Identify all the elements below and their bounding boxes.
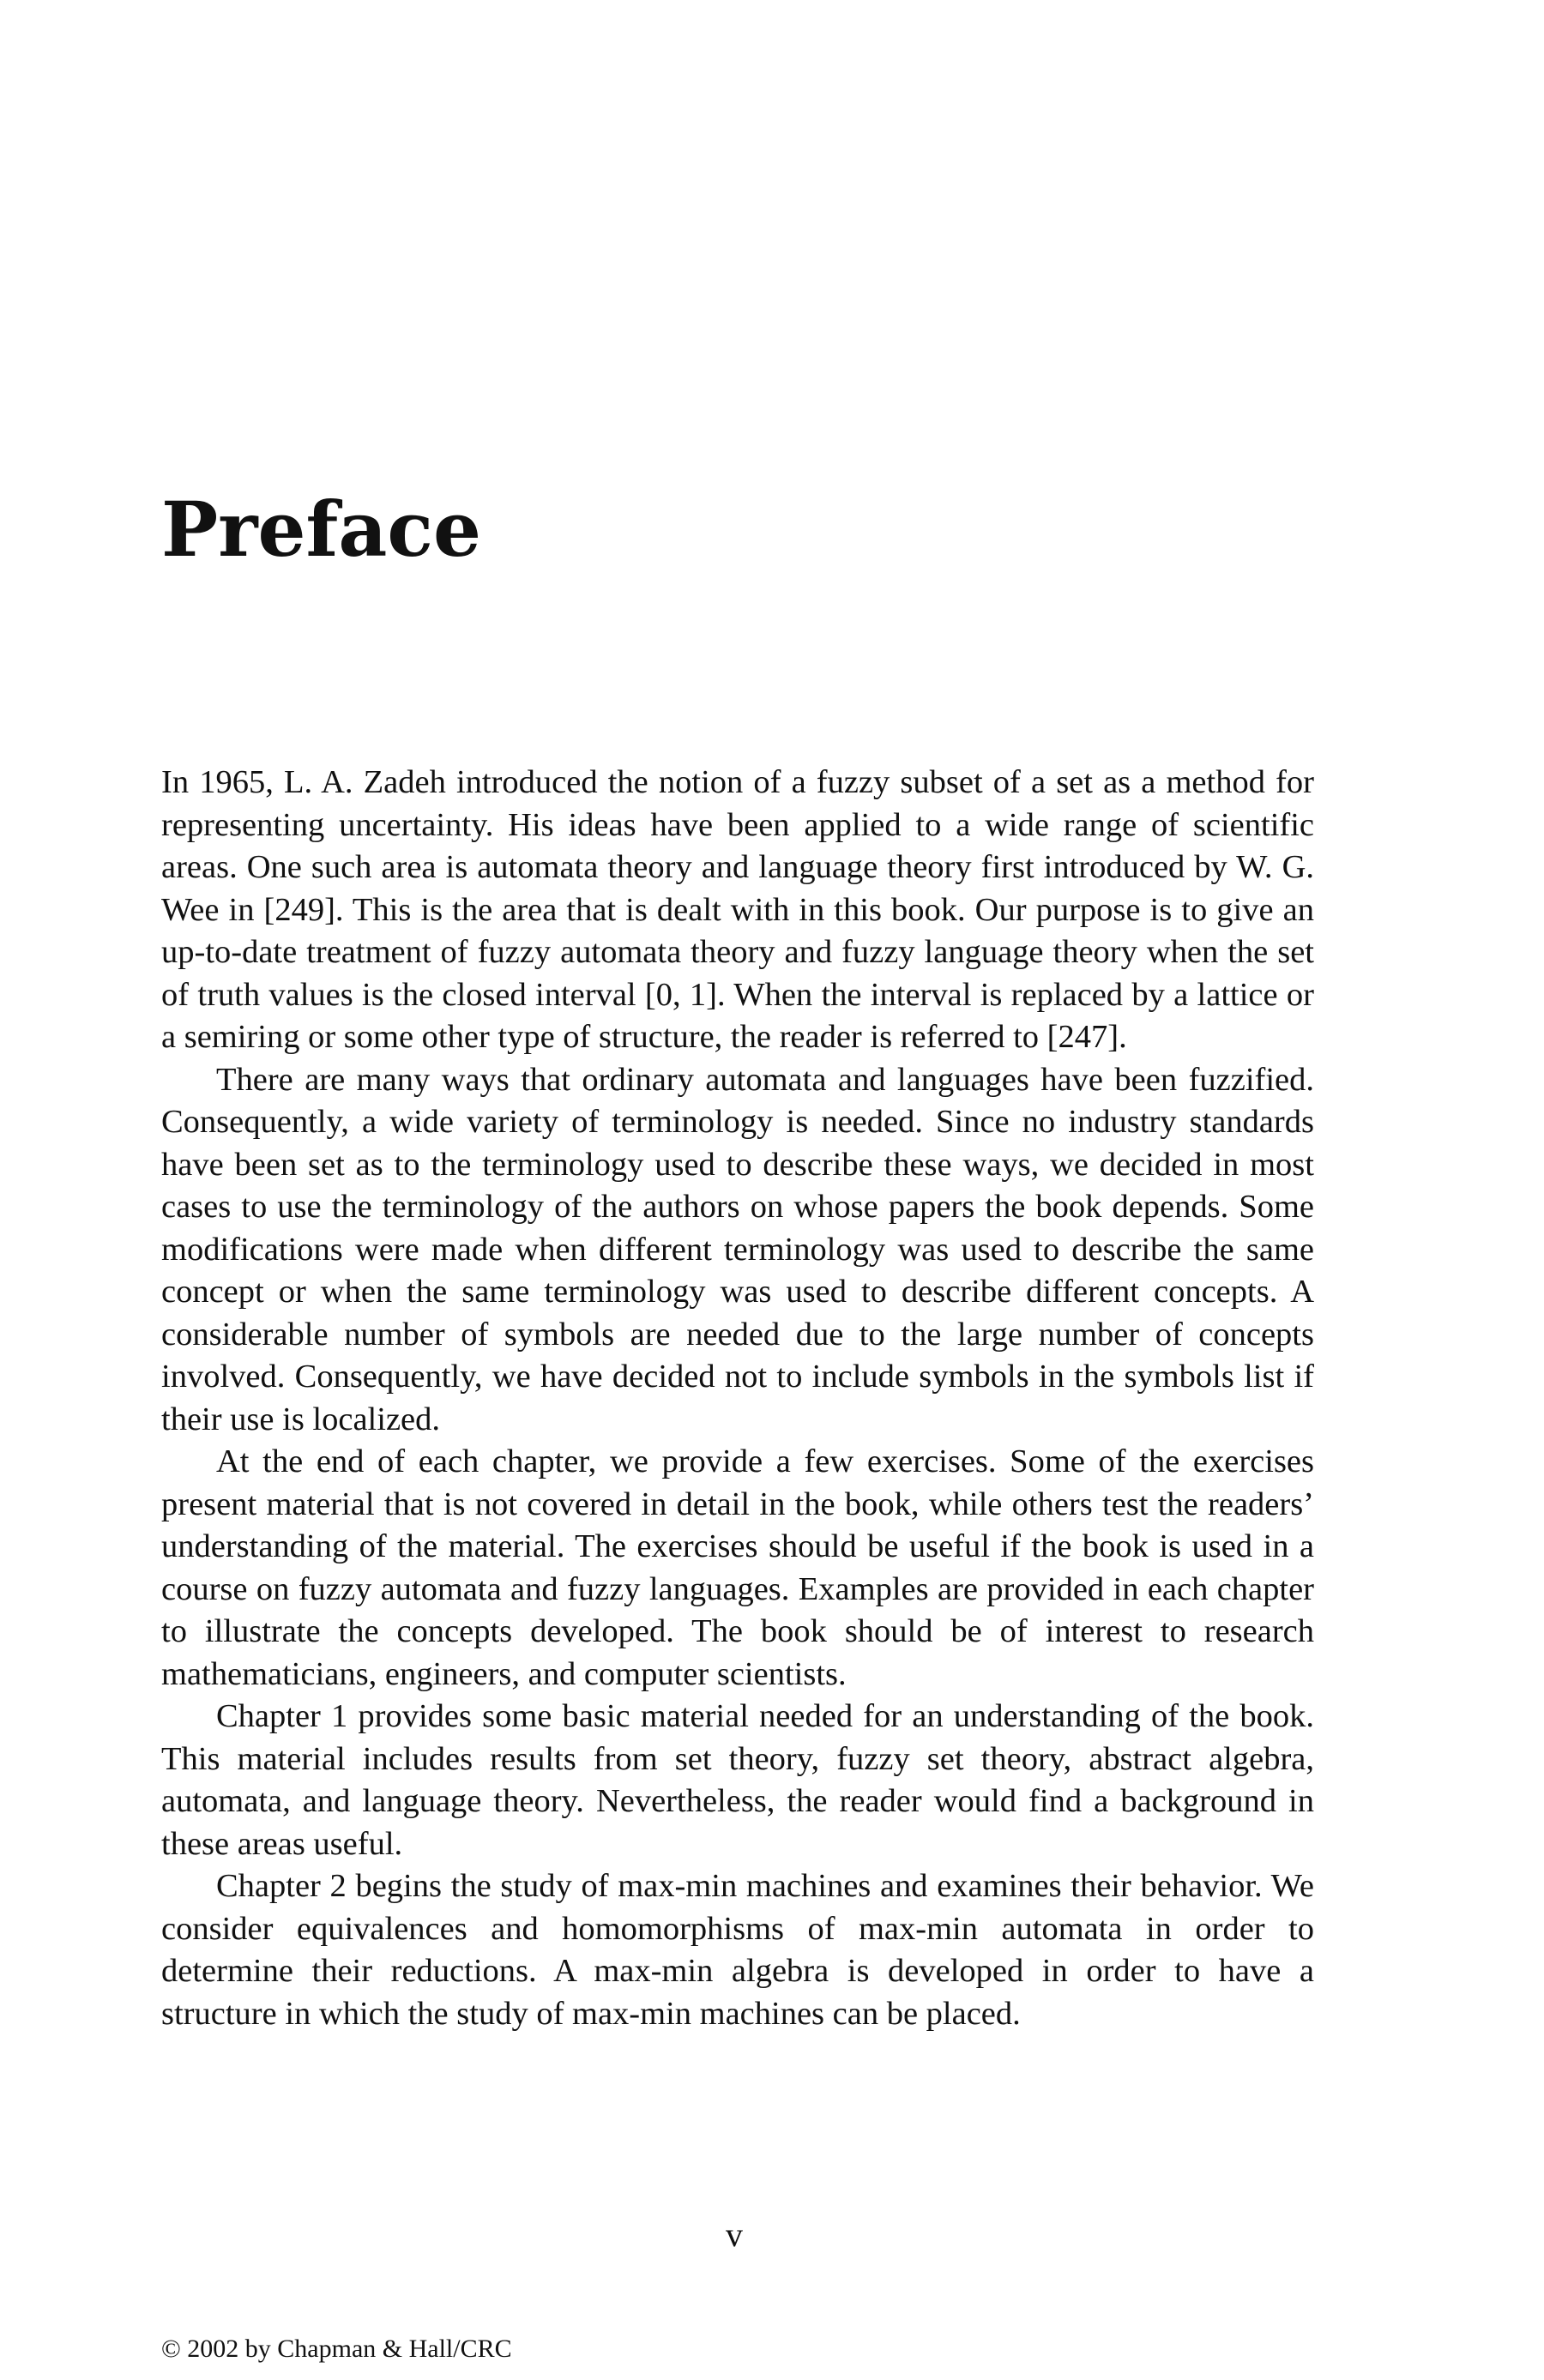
paragraph-3: At the end of each chapter, we provide a few exercises. Some of the exercises present material that is not covered in detail in the book, while others test the readers’ understanding of the material. The exercises should be useful if the book is used in a course on fuzzy automata and fuzzy languages. Examples are provided in each chapter to illustrate the concepts developed. The book should be of interest to research mathematicians, engineers, and computer scientists. [161, 1443, 1314, 1692]
paragraph-1: In 1965, L. A. Zadeh introduced the notion of a fuzzy subset of a set as a method for representing uncertainty. His ideas have been applied to a wide range of scientific areas. One such area is automata theory and language theory first introduced by W. G. Wee in [249]. This is the area that is dealt with in this book. Our purpose is to give an up-to-date treatment of fuzzy automata theory and fuzzy language theory when the set of truth values is the closed interval [0, 1]. When the interval is replaced by a lattice or a semiring or some other type of structure, the reader is referred to [247]. [161, 764, 1314, 1055]
paragraph-4: Chapter 1 provides some basic material needed for an understanding of the book. This material includes results from set theory, fuzzy set theory, abstract algebra, automata, and language theory. Nevertheless, the reader would find a background in these areas useful. [161, 1698, 1314, 1862]
page-number: v [726, 2215, 743, 2254]
copyright-notice: © 2002 by Chapman & Hall/CRC [161, 2335, 512, 2363]
body-text [161, 762, 1314, 2035]
paragraph-2: There are many ways that ordinary automata and languages have been fuzzified. Consequently, a wide variety of terminology is needed. Since no industry standards have been set as to the terminology used to describe these ways, we decided in most cases to use the terminology of the authors on whose papers the book depends. Some modifications were made when different terminology was used to describe the same concept or when the same terminology was used to describe different concepts. A considerable number of symbols are needed due to the large number of concepts involved. Consequently, we have decided not to include symbols in the symbols list if their use is localized. [161, 1061, 1314, 1437]
paragraph-5: Chapter 2 begins the study of max-min machines and examines their behavior. We consider equivalences and homomorphisms of max-min automata in order to determine their reductions. A max-min algebra is developed in order to have a structure in which the study of max-min machines can be placed. [161, 1868, 1314, 2032]
page-title: Preface [161, 485, 481, 574]
